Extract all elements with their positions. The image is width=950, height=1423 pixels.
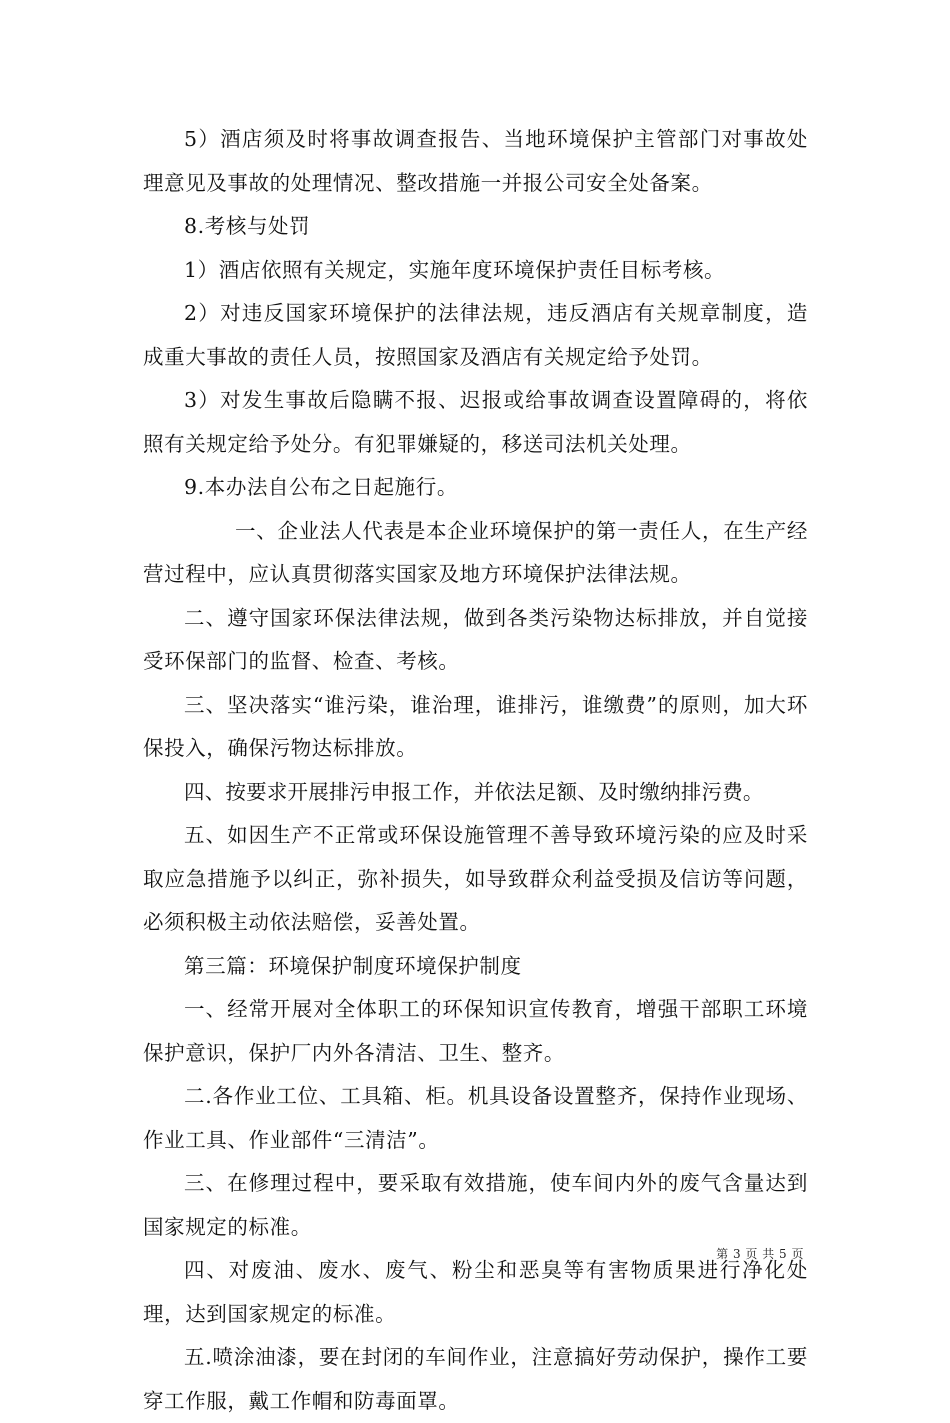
page-number: 第 3 页 共 5 页 [716,1247,804,1261]
chapter-title: 第三篇：环境保护制度环境保护制度 [184,953,522,978]
paragraph: 二、遵守国家环保法律法规，做到各类污染物达标排放，并自觉接受环保部门的监督、检查、考核。 [143,605,808,673]
paragraph: 2）对违反国家环境保护的法律法规，违反酒店有关规章制度，造成重大事故的责任人员，按照国家及酒店有关规定给予处罚。 [143,301,808,369]
paragraph: 一、企业法人代表是本企业环境保护的第一责任人，在生产经营过程中，应认真贯彻落实国家及地方环境保护法律法规。 [143,518,808,586]
paragraph: 1）酒店依照有关规定，实施年度环境保护责任目标考核。 [184,257,726,282]
section-heading: 9.本办法自公布之日起施行。 [184,475,458,499]
paragraph: 四、按要求开展排污申报工作，并依法足额、及时缴纳排污费。 [184,779,764,804]
section-heading: 8.考核与处罚 [184,214,311,238]
paragraph: 五.喷涂油漆，要在封闭的车间作业，注意搞好劳动保护，操作工要穿工作服，戴工作帽和防毒面罩。 [143,1345,808,1413]
paragraph: 四、对废油、废水、废气、粉尘和恶臭等有害物质果进行净化处理，达到国家规定的标准。 [143,1258,808,1326]
document-body [143,118,808,1423]
paragraph: 三、在修理过程中，要采取有效措施，使车间内外的废气含量达到国家规定的标准。 [143,1171,808,1239]
paragraph: 3）对发生事故后隐瞒不报、迟报或给事故调查设置障碍的，将依照有关规定给予处分。有犯罪嫌疑的，移送司法机关处理。 [143,388,808,456]
paragraph: 三、坚决落实“谁污染，谁治理，谁排污，谁缴费”的原则，加大环保投入，确保污物达标排放。 [143,692,808,760]
paragraph: 一、经常开展对全体职工的环保知识宣传教育，增强干部职工环境保护意识，保护厂内外各清洁、卫生、整齐。 [143,997,808,1065]
paragraph: 5）酒店须及时将事故调查报告、当地环境保护主管部门对事故处理意见及事故的处理情况、整改措施一并报公司安全处备案。 [143,127,808,195]
paragraph: 五、如因生产不正常或环保设施管理不善导致环境污染的应及时采取应急措施予以纠正，弥补损失，如导致群众利益受损及信访等问题，必须积极主动依法赔偿，妥善处置。 [143,823,808,934]
paragraph: 二.各作业工位、工具箱、柜。机具设备设置整齐，保持作业现场、作业工具、作业部件“三清洁”。 [143,1084,808,1152]
